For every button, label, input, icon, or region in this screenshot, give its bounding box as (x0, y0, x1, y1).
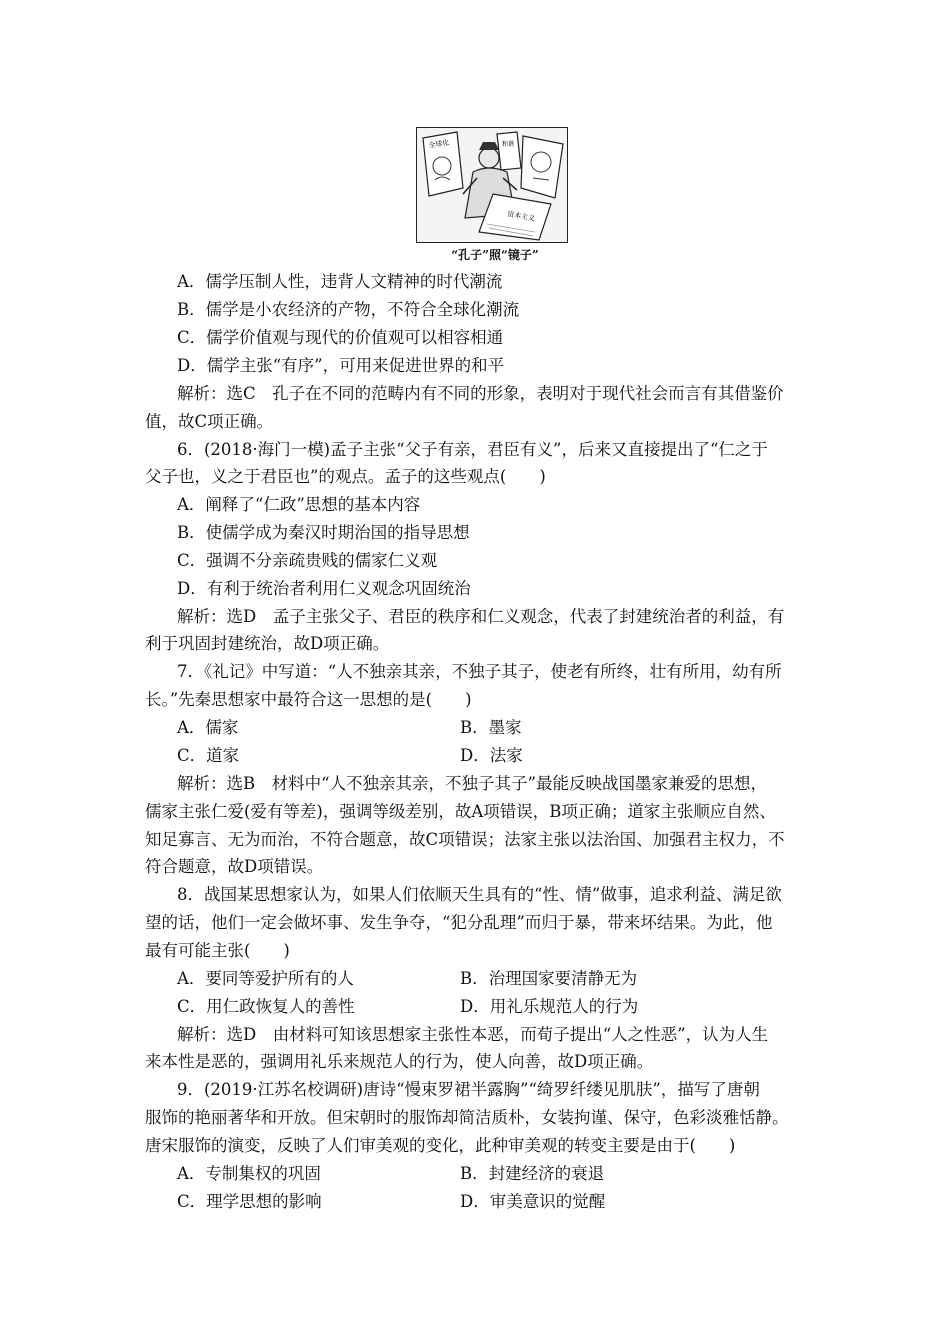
q8-stem-line-2: 望的话，他们一定会做坏事、发生争夺，“犯分乱理”而归于暴，带来坏结果。为此，他 (145, 913, 773, 932)
q8-analysis-line-2: 来本性是恶的，强调用礼乐来规范人的行为，使人向善，故D项正确。 (145, 1052, 654, 1071)
mirror-label-left: 全球化 (427, 138, 451, 150)
q9-option-b: B．封建经济的衰退 (460, 1164, 605, 1183)
confucius-mirror-cartoon-image (417, 128, 568, 243)
q7-option-a: A．儒家 (177, 718, 239, 737)
q7-analysis-line-4: 符合题意，故D项错误。 (145, 857, 324, 876)
q5-option-c: C．儒学价值观与现代的价值观可以相容相通 (177, 328, 504, 347)
q5-analysis-line-2: 值，故C项正确。 (145, 412, 274, 431)
q7-option-b: B．墨家 (460, 718, 522, 737)
q9-option-c: C．理学思想的影响 (177, 1192, 322, 1211)
figure-caption: “孔子”照“镜子” (451, 248, 539, 262)
right-mirror-shape (521, 136, 563, 198)
q7-stem-line-1: 7．《礼记》中写道：“人不独亲其亲，不独子其子，使老有所终，壮有所用，幼有所 (177, 662, 782, 681)
q8-option-d: D．用礼乐规范人的行为 (460, 997, 639, 1016)
q6-option-b: B．使儒学成为秦汉时期治国的指导思想 (177, 523, 470, 542)
q8-option-a: A．要同等爱护所有的人 (177, 969, 354, 988)
q9-option-d: D．审美意识的觉醒 (460, 1192, 606, 1211)
q8-analysis-line-1: 解析：选D 由材料可知该思想家主张性本恶，而荀子提出“人之性恶”，认为人生 (177, 1025, 769, 1044)
q7-stem-line-2: 长。”先秦思想家中最符合这一思想的是( ) (145, 690, 472, 709)
q6-stem-line-2: 父子也，义之于君臣也”的观点。孟子的这些观点( ) (145, 467, 546, 486)
q9-stem-line-2: 服饰的艳丽著华和开放。但宋朝时的服饰却简洁质朴，女装拘谨、保守，色彩淡雅恬静。 (145, 1108, 789, 1127)
q6-option-a: A．阐释了“仁政”思想的基本内容 (177, 495, 421, 514)
q7-analysis-line-2: 儒家主张仁爱(爱有等差)，强调等级差别，故A项错误，B项正确；道家主张顺应自然、 (145, 802, 776, 821)
q9-option-a: A．专制集权的巩固 (177, 1164, 321, 1183)
q5-option-a: A．儒学压制人性，违背人文精神的时代潮流 (177, 272, 503, 291)
q6-analysis-line-2: 利于巩固封建统治，故D项正确。 (145, 634, 390, 653)
left-mirror-shape (423, 132, 463, 196)
q7-analysis-line-3: 知足寡言、无为而治，不符合题意，故C项错误；法家主张以法治国、加强君主权力，不 (145, 830, 785, 849)
q7-analysis-line-1: 解析：选B 材料中“人不独亲其亲，不独子其子”最能反映战国墨家兼爱的思想， (177, 774, 767, 793)
q6-option-d: D．有利于统治者利用仁义观念巩固统治 (177, 579, 471, 598)
q8-stem-line-3: 最有可能主张( ) (145, 941, 290, 960)
q6-option-c: C．强调不分亲疏贵贱的儒家仁义观 (177, 551, 438, 570)
q8-option-c: C．用仁政恢复人的善性 (177, 997, 355, 1016)
q5-option-d: D．儒学主张“有序”，可用来促进世界的和平 (177, 356, 505, 375)
q8-stem-line-1: 8．战国某思想家认为，如果人们依顺天生具有的“性、情”做事，追求利益、满足欲 (177, 885, 782, 904)
q8-option-b: B．治理国家要清静无为 (460, 969, 638, 988)
cartoon-figure (416, 127, 568, 243)
q5-analysis-line-1: 解析：选C 孔子在不同的范畴内有不同的形象，表明对于现代社会而言有其借鉴价 (177, 384, 784, 403)
middle-mirror-shape (497, 132, 521, 170)
q7-option-d: D．法家 (460, 746, 523, 765)
mirror-label-bottom: 资本主义 (506, 210, 536, 223)
q9-stem-line-3: 唐宋服饰的演变，反映了人们审美观的变化，此种审美观的转变主要是由于( ) (145, 1136, 736, 1155)
q6-analysis-line-1: 解析：选D 孟子主张父子、君臣的秩序和仁义观念，代表了封建统治者的利益，有 (177, 607, 785, 626)
mirror-label-middle: 和谐 (502, 141, 515, 148)
q7-option-c: C．道家 (177, 746, 240, 765)
q5-option-b: B．儒学是小农经济的产物，不符合全球化潮流 (177, 300, 520, 319)
q6-stem-line-1: 6．(2018·海门一模)孟子主张“父子有亲，君臣有义”，后来又直接提出了“仁之于 (177, 440, 768, 459)
q9-stem-line-1: 9．(2019·江苏名校调研)唐诗“慢束罗裙半露胸”“绮罗纤缕见肌肤”，描写了唐朝 (177, 1080, 760, 1099)
